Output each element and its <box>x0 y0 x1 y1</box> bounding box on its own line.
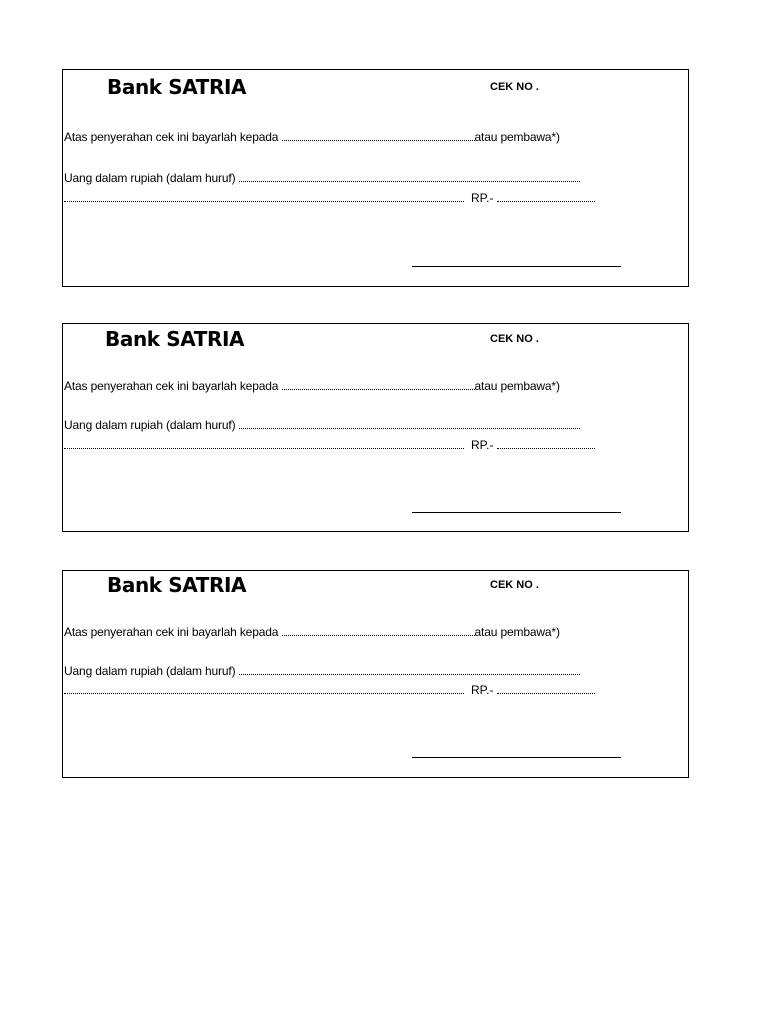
payee-field[interactable] <box>282 131 475 141</box>
signature-line[interactable] <box>412 757 621 758</box>
payee-field[interactable] <box>282 380 475 390</box>
amount-words-line <box>64 418 580 432</box>
bank-name: Bank SATRIA <box>107 75 247 99</box>
payee-prefix: Atas penyerahan cek ini bayarlah kepada <box>64 625 279 639</box>
bearer-label: atau pembawa*) <box>474 130 560 144</box>
cheque-number-label: CEK NO . <box>490 333 539 345</box>
amount-words-line <box>64 171 580 185</box>
rp-amount <box>471 438 595 452</box>
payee-field[interactable] <box>282 626 475 636</box>
rp-amount <box>471 683 595 697</box>
cheque-number-label: CEK NO . <box>490 81 539 93</box>
cheque-form-3 <box>62 570 689 778</box>
bank-name: Bank SATRIA <box>107 573 247 597</box>
amount-words-continuation <box>64 191 464 205</box>
rp-amount-field[interactable] <box>497 684 595 694</box>
amount-words-label: Uang dalam rupiah (dalam huruf) <box>64 664 236 678</box>
bank-name: Bank SATRIA <box>105 327 245 351</box>
amount-words-line <box>64 664 580 678</box>
amount-words-continuation <box>64 438 464 452</box>
rp-amount-field[interactable] <box>497 439 595 449</box>
bearer-label: atau pembawa*) <box>474 625 560 639</box>
cheque-form-1 <box>62 69 689 287</box>
payee-line <box>64 379 560 393</box>
amount-words-field[interactable] <box>239 172 580 182</box>
amount-words-field-2[interactable] <box>64 684 464 694</box>
signature-line[interactable] <box>412 512 621 513</box>
payee-prefix: Atas penyerahan cek ini bayarlah kepada <box>64 130 279 144</box>
bearer-label: atau pembawa*) <box>474 379 560 393</box>
rp-amount <box>471 191 595 205</box>
payee-line <box>64 625 560 639</box>
payee-line <box>64 130 560 144</box>
signature-line[interactable] <box>412 266 621 267</box>
amount-words-label: Uang dalam rupiah (dalam huruf) <box>64 171 236 185</box>
rp-label: RP.- <box>471 683 494 697</box>
payee-prefix: Atas penyerahan cek ini bayarlah kepada <box>64 379 279 393</box>
cheque-number-label: CEK NO . <box>490 579 539 591</box>
amount-words-field-2[interactable] <box>64 192 464 202</box>
amount-words-label: Uang dalam rupiah (dalam huruf) <box>64 418 236 432</box>
rp-label: RP.- <box>471 438 494 452</box>
amount-words-field[interactable] <box>239 419 580 429</box>
amount-words-field[interactable] <box>239 665 580 675</box>
cheque-form-2 <box>62 323 689 532</box>
rp-label: RP.- <box>471 191 494 205</box>
amount-words-field-2[interactable] <box>64 439 464 449</box>
amount-words-continuation <box>64 683 464 697</box>
rp-amount-field[interactable] <box>497 192 595 202</box>
